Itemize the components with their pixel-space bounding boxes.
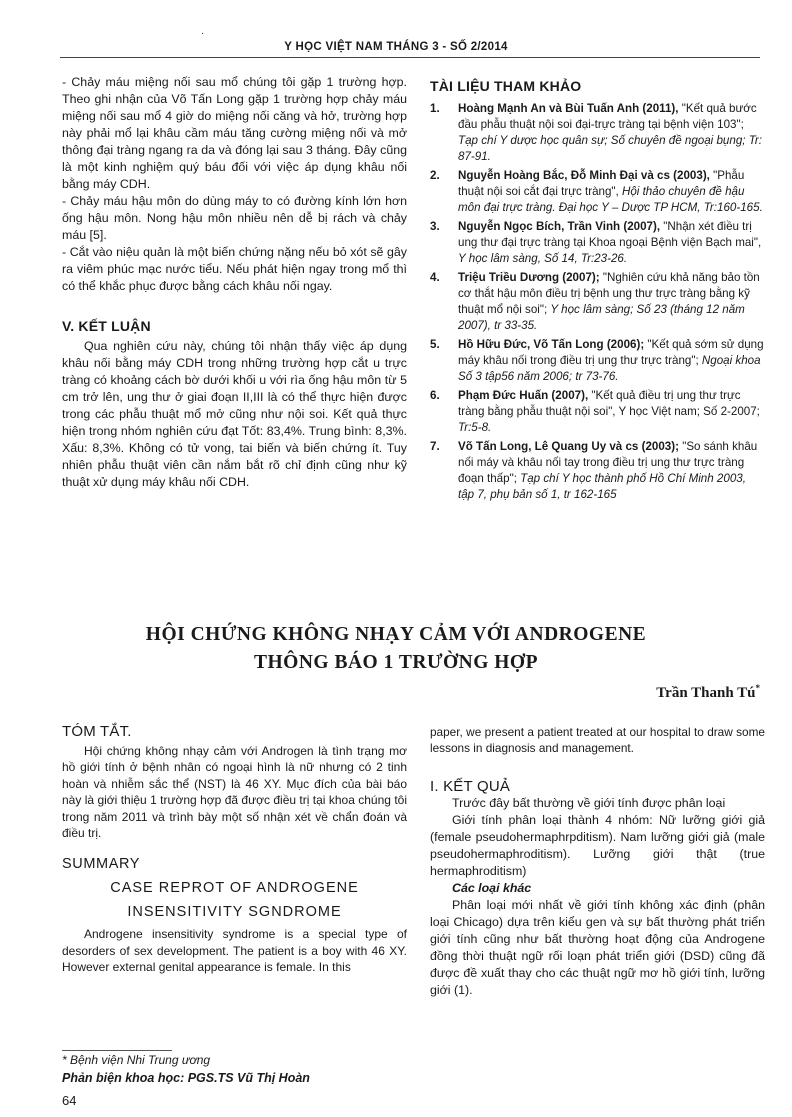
results-paragraph-2: Giới tính phân loại thành 4 nhóm: Nữ lưỡng giới giả (female pseudohermaphrpditism). Nam lưỡng giới giả (male pseudohermaphroditism). Lưỡng giới thật (true hermaphroditism) — [430, 813, 765, 878]
article-author: Trần Thanh Tú* — [656, 683, 760, 701]
reference-item: 7. Võ Tấn Long, Lê Quang Uy và cs (2003); "So sánh khâu nối máy và khâu nối tay trong điều trị ung thư trực tràng đoạn thấp"; Tạp chí Y học thành phố Hồ Chí Minh 2003, tập 7, phụ bản số 1, tr 162-165 — [430, 440, 758, 501]
summary-title-line1: CASE REPROT OF ANDROGENE — [110, 880, 359, 896]
results-paragraph-3: Phân loại mới nhất về giới tính không xác định (phân loại Chicago) dựa trên kiểu gen và sự bất thường phát triển giới tính cũng như bất thường hoạt động của Androgene đồng thời thuật ngữ rối loạn phát triển giới (DSD) cũng đã được đề xuất thay cho các thuật ngữ mơ hồ giới tính, lưỡng giới (1). — [430, 898, 765, 997]
journal-header: Y HỌC VIỆT NAM THÁNG 3 - SỐ 2/2014 — [284, 41, 508, 53]
reference-item: 6. Phạm Đức Huấn (2007), "Kết quả điều trị ung thư trực tràng bằng phẫu thuật nội soi", Y học Việt nam; Số 2-2007; Tr:5-8. — [430, 389, 760, 434]
paragraph-anastomotic-bleeding: - Chảy máu miệng nối sau mổ chúng tôi gặp 1 trường hợp. Theo ghi nhận của Võ Tấn Long gặp 1 trường hợp chảy máu miệng nối sau mổ 4 giờ do miệng nối căng và hở, trường hợp này phải mổ lại khâu cầm máu tăng cường miệng nối và mở thông đại tràng ngang ra da và đóng lại sau 3 tháng. Đây cũng là một kinh nghiệm quý báu đối với việc áp dụng khâu nối bằng máy CDH. — [62, 75, 407, 191]
conclusion-text: Qua nghiên cứu này, chúng tôi nhận thấy việc áp dụng khâu nối bằng máy CDH trong những trường hợp cắt u trực tràng có khoảng cách bờ dưới khối u với rìa ống hậu môn từ 5 cm trở lên, ung thư ở giai đoạn II,III là có thể thực hiện được trong các phẫu thuật mổ mở cũng như nội soi. Kết quả thực hiện trong nhóm nghiên cứu đạt Tốt: 83,4%. Trung bình: 8,3%. Xấu: 8,3%. Không có tử vong, tai biến và biến chứng ít. Tuy nhiên phẫu thuật viên cần nắm bắt rõ chỉ định cũng như kỹ thuật xử dụng máy khâu nối CDH. — [62, 339, 407, 489]
reference-item: 4. Triệu Triều Dương (2007); "Nghiên cứu khả năng bảo tồn cơ thắt hậu môn điều trị bệnh ung thư trực tràng bằng kỹ thuật mổ nội soi"; Y học lâm sàng; Số 23 (tháng 12 năm 2007), tr 33-35. — [430, 271, 760, 332]
page-mark: · — [201, 28, 205, 39]
footnote-reviewer: Phản biện khoa học: PGS.TS Vũ Thị Hoàn — [62, 1071, 310, 1085]
results-section — [430, 724, 765, 999]
paragraph-anal-bleeding: - Chảy máu hậu môn do dùng máy to có đường kính lớn hơn ống hậu môn. Nong hậu môn nhiều nên dễ bị rách và chảy máu [5]. — [62, 194, 407, 242]
article-title-line2: THÔNG BÁO 1 TRƯỜNG HỢP — [253, 652, 539, 673]
references-list — [430, 101, 765, 503]
reference-item: 1. Hoàng Mạnh An và Bùi Tuấn Anh (2011), "Kết quả bước đầu phẫu thuật nội soi đại-trực tràng tại bệnh viện 103"; Tạp chí Y dược học quân sự; Số chuyên đề ngoại bụng; Tr: 87-91. — [430, 102, 763, 163]
paragraph-ureter-injury: - Cắt vào niệu quản là một biến chứng nặng nếu bỏ xót sẽ gây ra viêm phúc mạc nước tiểu. Nếu phát hiện ngay trong mổ thì có thể khắc phục được bằng cách khâu nối ngay. — [62, 245, 407, 293]
page-number: 64 — [62, 1093, 77, 1108]
results-heading: I. KẾT QUẢ — [430, 778, 511, 795]
tomtat-text: Hội chứng không nhạy cảm với Androgen là tình trạng mơ hồ giới tính ở bệnh nhân có ngoại hình là nữ nhưng có 2 tinh hoàn và nhiễm sắc thể (NST) là 46 XY. Mục đích của bài báo này là giới thiệu 1 trường hợp đã được điều trị tại khoa chúng tôi trong năm 2011 và trình bày một số nhận xét về chẩn đoán và điều trị. — [62, 743, 407, 840]
summary-text: Androgene insensitivity syndrome is a special type of desorders of sex development. The patient is a boy with 46 XY. However external genital appearance is female. In this — [62, 927, 407, 974]
reference-item: 3. Nguyễn Ngọc Bích, Trần Vinh (2007), "Nhận xét điều trị ung thư đại trực tràng tại Khoa ngoại Bệnh viện Bạch mai", Y học lâm sàng, Số 14, Tr:23-26. — [430, 220, 762, 265]
tomtat-heading: TÓM TẮT. — [62, 723, 132, 740]
references-section — [430, 78, 765, 506]
summary-continuation: paper, we present a patient treated at our hospital to draw some lessons in diagnosis and management. — [430, 725, 765, 755]
summary-title-line2: INSENSITIVITY SGNDROME — [127, 904, 342, 920]
results-paragraph-1: Trước đây bất thường về giới tính được phân loại — [452, 796, 726, 810]
abstract-section — [62, 724, 407, 976]
reference-item: 5. Hồ Hữu Đức, Võ Tấn Long (2006); "Kết quả sớm sử dụng máy khâu nối trong điều trị ung thư trực tràng"; Ngoại khoa Số 3 tập56 năm 2006; tr 73-76. — [430, 338, 764, 383]
article-title-line1: HỘI CHỨNG KHÔNG NHẠY CẢM VỚI ANDROGENE — [145, 624, 647, 645]
footnote-affiliation: * Bệnh viện Nhi Trung ương — [62, 1053, 211, 1067]
footnote-rule — [62, 1050, 172, 1051]
conclusion-heading: V. KẾT LUẬN — [62, 318, 151, 334]
reference-item: 2. Nguyễn Hoàng Bắc, Đỗ Minh Đại và cs (2003), "Phẫu thuật nội soi cắt đại trực tràng", Hội thảo chuyên đề hậu môn đại trực tràng. Đại học Y – Dược TP HCM, Tr:160-165. — [430, 169, 763, 214]
left-column-top — [62, 74, 407, 491]
references-heading: TÀI LIỆU THAM KHẢO — [430, 78, 582, 94]
header-rule — [60, 57, 760, 58]
results-subheading: Các loại khác — [452, 881, 532, 895]
summary-heading: SUMMARY — [62, 855, 141, 872]
